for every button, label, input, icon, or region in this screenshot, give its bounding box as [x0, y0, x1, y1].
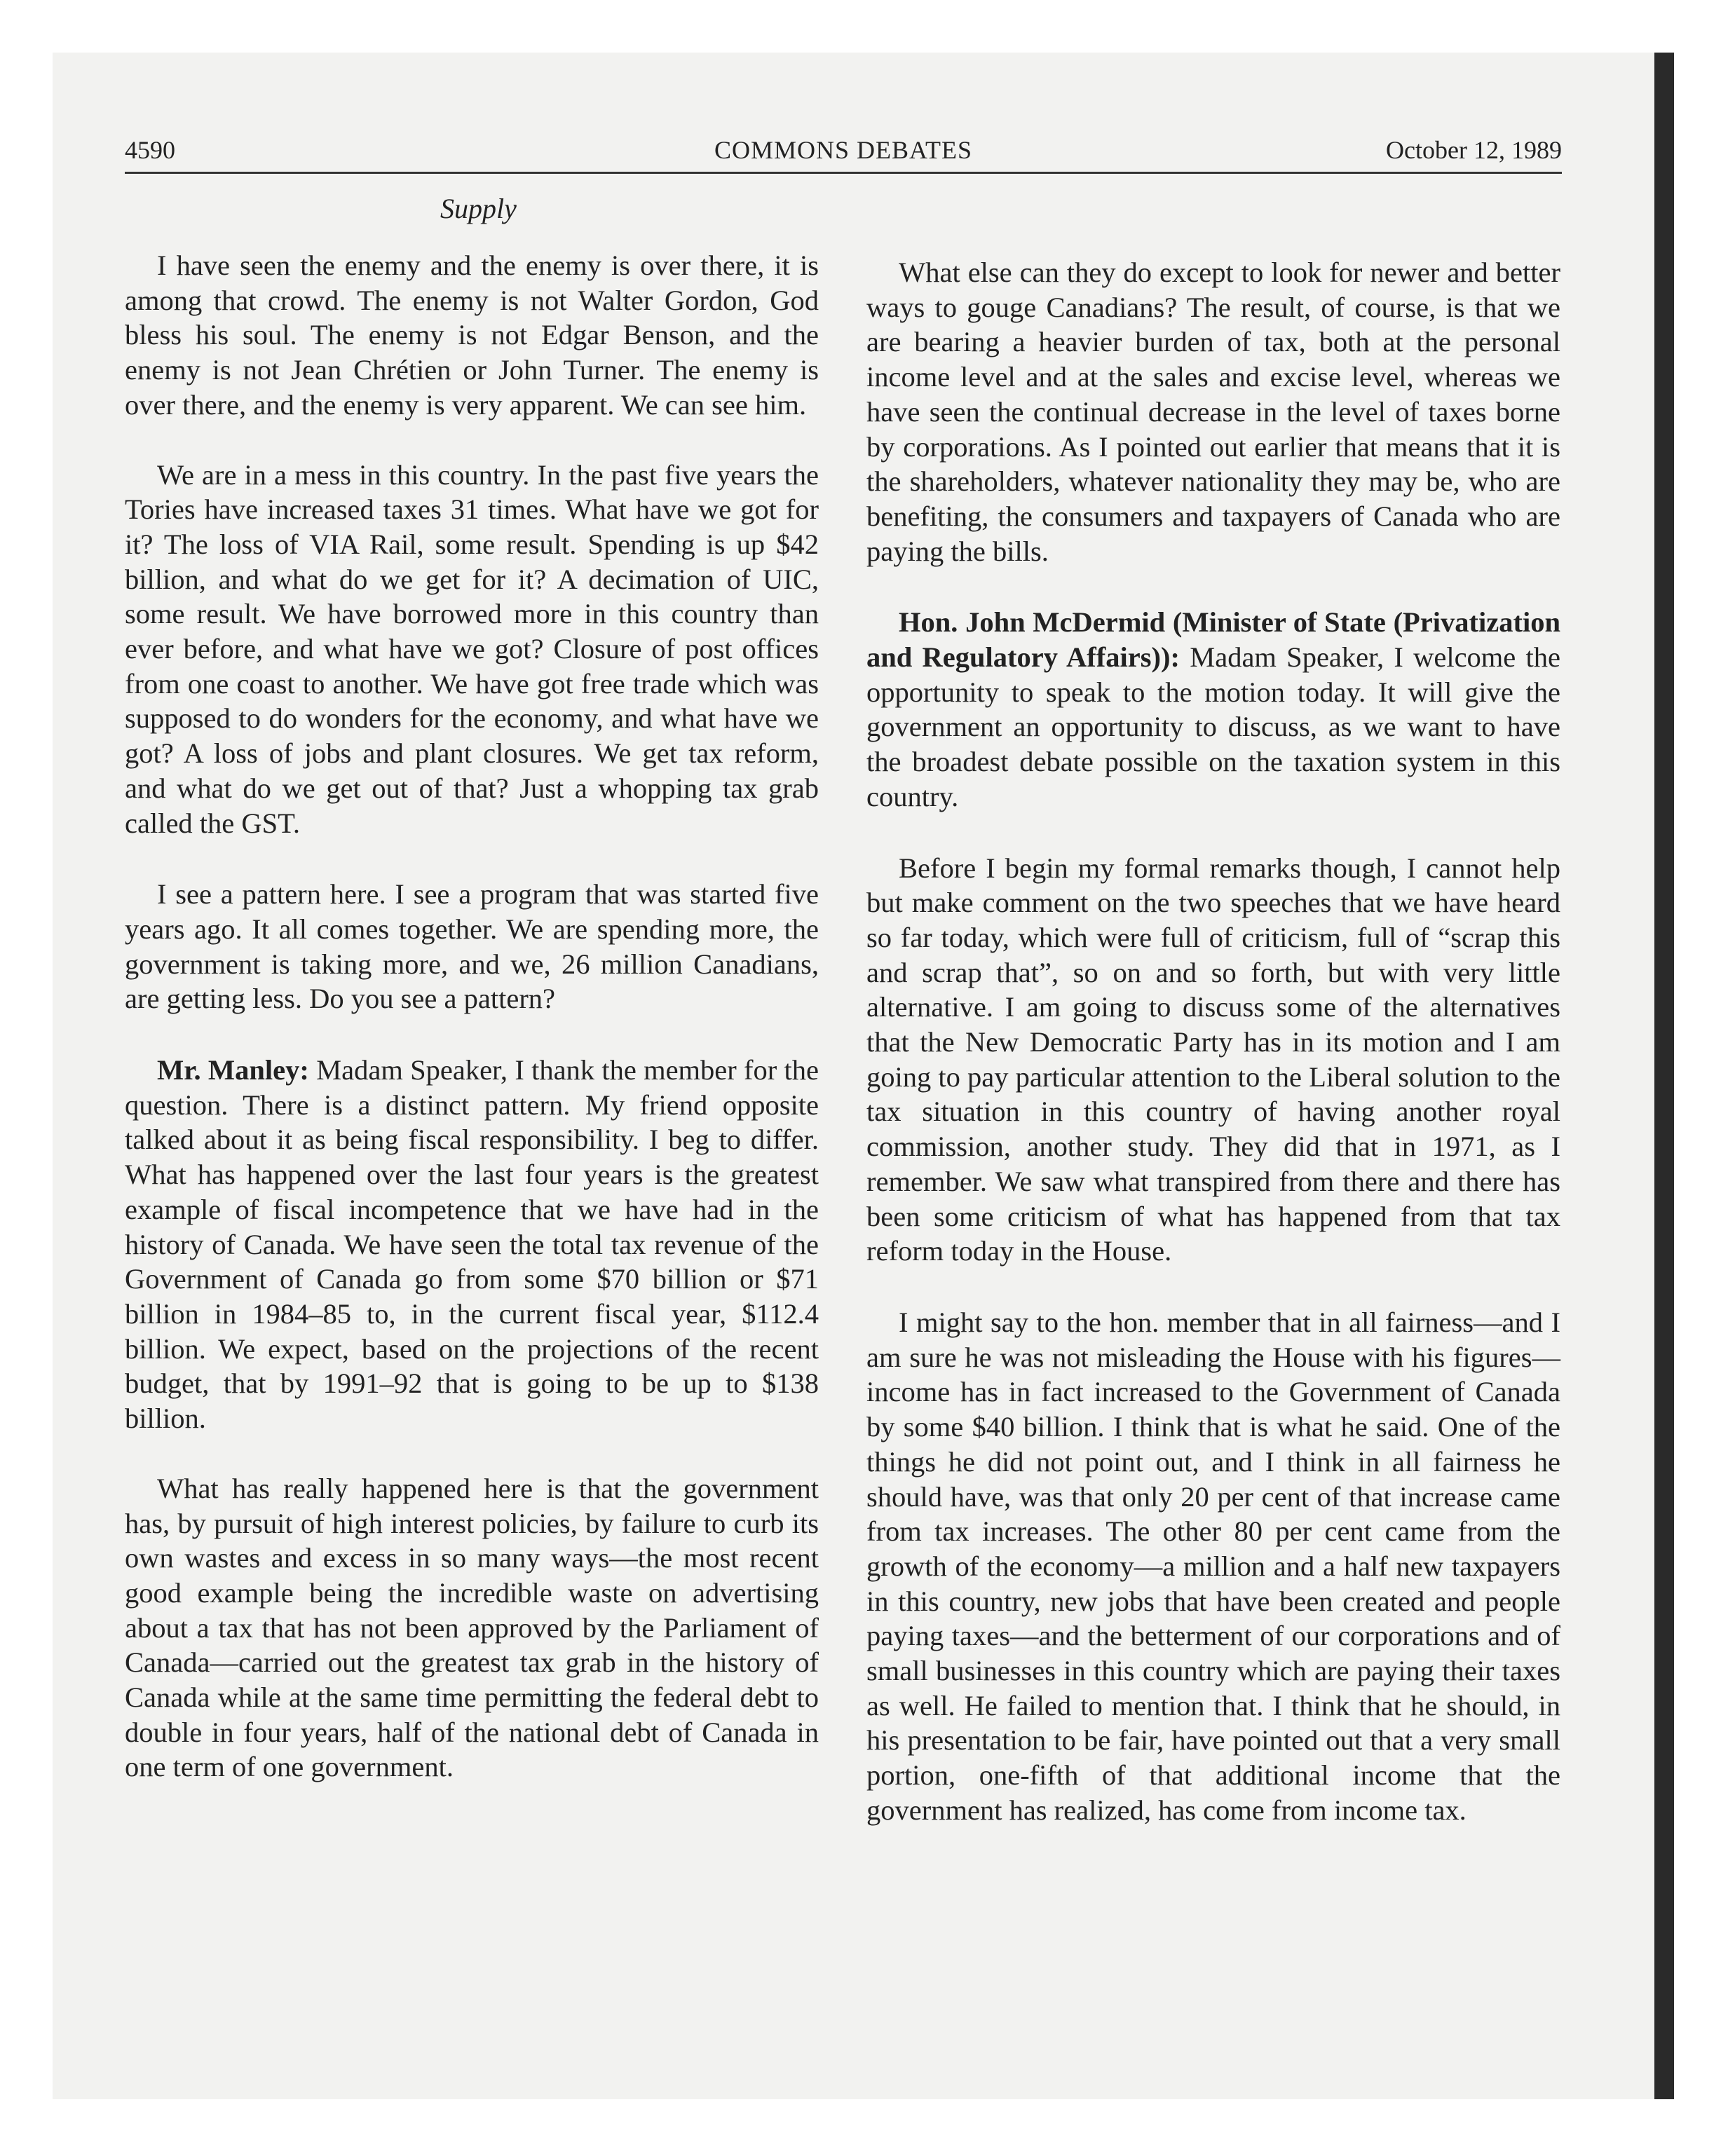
- page-date: October 12, 1989: [1386, 136, 1562, 164]
- left-column: [125, 186, 819, 1820]
- paragraph: Hon. John McDermid (Minister of State (Privatization and Regulatory Affairs)): Madam Speaker, I welcome the opportunity to speak to the motion today. It will give the government an opportunity to discuss, as we want to have the broadest debate possible on the taxation system in this country.: [866, 606, 1560, 812]
- paragraph: I see a pattern here. I see a program that was started five years ago. It all comes together. We are spending more, the government is taking more, and we, 26 million Canadians, are getting less. Do you see a pattern?: [125, 878, 819, 1015]
- page-number: 4590: [125, 136, 175, 164]
- paragraph: What else can they do except to look for newer and better ways to gouge Canadians? The result, of course, is that we are bearing a heavier burden of tax, both at the personal income level and at the sales and excise level, whereas we have seen the continual decrease in the level of taxes borne by corporations. As I pointed out earlier that means that it is the shareholders, whatever nationality they may be, who are benefiting, the consumers and taxpayers of Canada who are paying the bills.: [866, 257, 1560, 567]
- document-page: [125, 130, 1562, 1826]
- right-column: [866, 186, 1560, 1863]
- paragraph: What has really happened here is that the government has, by pursuit of high interest policies, by failure to curb its own wastes and excess in so many ways—the most recent good example being the incredible waste on advertising about a tax that has not been approved by the Parliament of Canada—carried out the greatest tax grab in the history of Canada while at the same time permitting the federal debt to double in four years, half of the national debt of Canada in one term of one government.: [125, 1472, 819, 1783]
- scan-edge-shadow: [1654, 53, 1674, 2099]
- paragraph: I might say to the hon. member that in all fairness—and I am sure he was not misleading the House with his figures—income has in fact increased to the Government of Canada by some $40 billion. I think that is what he said. One of the things he did not point out, and I think in all fairness he should have, was that only 20 per cent of that increase came from tax increases. The other 80 per cent came from the growth of the economy—a million and a half new taxpayers in this country, new jobs that have been created and people paying taxes—and the betterment of our corporations and of small businesses in this country which are paying their taxes as well. He failed to mention that. I think that he should, in his presentation to be fair, have pointed out that a very small portion, one-fifth of that additional income that the government has realized, has come from income tax.: [866, 1306, 1560, 1826]
- speaker-name: Mr. Manley:: [157, 1054, 309, 1086]
- paragraph: I have seen the enemy and the enemy is over there, it is among that crowd. The enemy is not Walter Gordon, God bless his soul. The enemy is not Edgar Benson, and the enemy is not Jean Chrétien or John Turner. The enemy is over there, and the enemy is very apparent. We can see him.: [125, 250, 819, 421]
- speaker-name: Hon. John McDermid (Minister of State (Privatization and Regulatory Affairs)):: [866, 606, 1560, 674]
- publication-title: COMMONS DEBATES: [714, 136, 973, 164]
- paragraph: Before I begin my formal remarks though, I cannot help but make comment on the two speeches that we have heard so far today, which were full of criticism, full of “scrap this and scrap that”, so on and so forth, but with very little alternative. I am going to discuss some of the alternatives that the New Democratic Party has in its motion and I am going to pay particular attention to the Liberal solution to the tax situation in this country of having another royal commission, another study. They did that in 1971, as I remember. We saw what transpired from there and there has been some criticism of what has happened from that tax reform today in the House.: [866, 852, 1560, 1267]
- paragraph: We are in a mess in this country. In the past five years the Tories have increased taxes 31 times. What have we got for it? The loss of VIA Rail, some result. Spending is up $42 billion, and what do we get for it? A decimation of UIC, some result. We have borrowed more in this country than ever before, and what have we got? Closure of post offices from one coast to another. We have got free trade which was supposed to do wonders for the economy, and what have we got? A loss of jobs and plant closures. We get tax reform, and what do we get out of that? Just a whopping tax grab called the GST.: [125, 458, 819, 839]
- section-title: Supply: [440, 193, 517, 224]
- page-header: [125, 130, 1562, 174]
- paragraph: Mr. Manley: Madam Speaker, I thank the member for the question. There is a distinct pattern. My friend opposite talked about it as being fiscal responsibility. I beg to differ. What has happened over the last four years is the greatest example of fiscal incompetence that we have had in the history of Canada. We have seen the total tax revenue of the Government of Canada go from some $70 billion or $71 billion in 1984–85 to, in the current fiscal year, $112.4 billion. We expect, based on the projections of the recent budget, that by 1991–92 that is going to be up to $138 billion.: [125, 1054, 819, 1435]
